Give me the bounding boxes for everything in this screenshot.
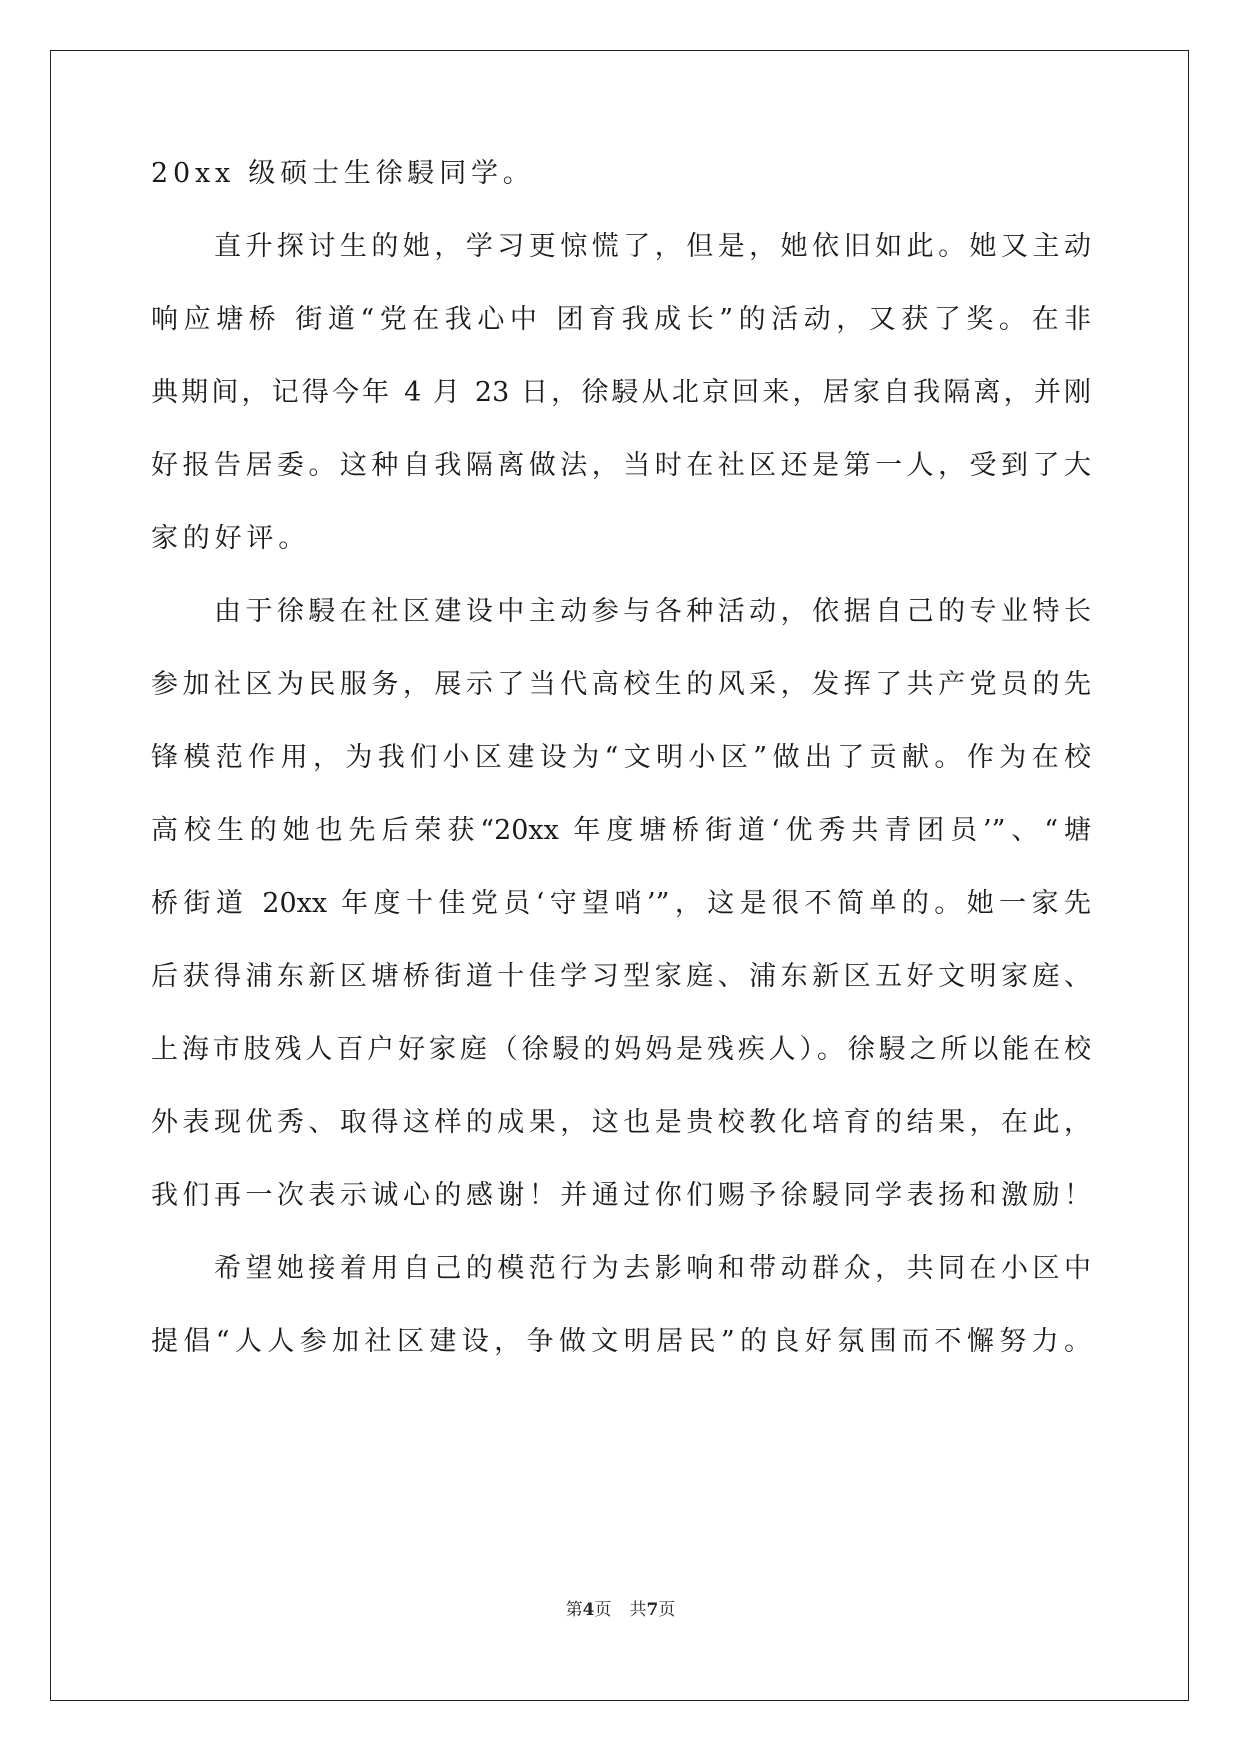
- text-line-2: 直升探讨生的她，学习更惊慌了，但是，她依旧如此。她又主动: [151, 231, 1091, 262]
- total-pages: 7: [646, 1600, 659, 1620]
- text-line-3: 响应塘桥 街道“党在我心中 团育我成长”的活动，又获了奖。在非: [151, 304, 1091, 335]
- text-line-17: 提倡“人人参加社区建设，争做文明居民”的良好氛围而不懈努力。: [151, 1326, 1091, 1357]
- text-line-6: 家的好评。: [151, 523, 310, 554]
- text-line-13: 上海市肢残人百户好家庭（徐駸的妈妈是残疾人）。徐駸之所以能在校: [151, 1034, 1091, 1065]
- footer-total-prefix: 共: [629, 1600, 647, 1620]
- footer-total-suffix: 页: [658, 1600, 676, 1620]
- text-line-1: 20xx 级硕士生徐駸同学。: [151, 158, 535, 189]
- page-number: 4: [582, 1600, 595, 1620]
- text-line-4: 典期间，记得今年 4 月 23 日，徐駸从北京回来，居家自我隔离，并刚: [151, 377, 1091, 408]
- text-line-5: 好报告居委。这种自我隔离做法，当时在社区还是第一人，受到了大: [151, 450, 1091, 481]
- text-line-9: 锋模范作用，为我们小区建设为“文明小区”做出了贡献。作为在校: [151, 742, 1091, 773]
- text-line-15: 我们再一次表示诚心的感谢！并通过你们赐予徐駸同学表扬和激励！: [151, 1180, 1091, 1211]
- page-footer: [0, 1598, 1241, 1622]
- footer-page-suffix: 页: [594, 1600, 612, 1620]
- text-line-10: 高校生的她也先后荣获“20xx 年度塘桥街道‘优秀共青团员’”、“塘: [151, 815, 1091, 846]
- page-border: [50, 50, 1189, 1701]
- text-line-7: 由于徐駸在社区建设中主动参与各种活动，依据自己的专业特长: [151, 596, 1091, 627]
- text-line-11: 桥街道 20xx 年度十佳党员‘守望哨’”，这是很不简单的。她一家先: [151, 888, 1091, 919]
- text-line-16: 希望她接着用自己的模范行为去影响和带动群众，共同在小区中: [151, 1253, 1091, 1284]
- text-line-14: 外表现优秀、取得这样的成果，这也是贵校教化培育的结果，在此，: [151, 1107, 1091, 1138]
- text-line-8: 参加社区为民服务，展示了当代高校生的风采，发挥了共产党员的先: [151, 669, 1091, 700]
- footer-prefix: 第: [565, 1600, 583, 1620]
- text-line-12: 后获得浦东新区塘桥街道十佳学习型家庭、浦东新区五好文明家庭、: [151, 961, 1091, 992]
